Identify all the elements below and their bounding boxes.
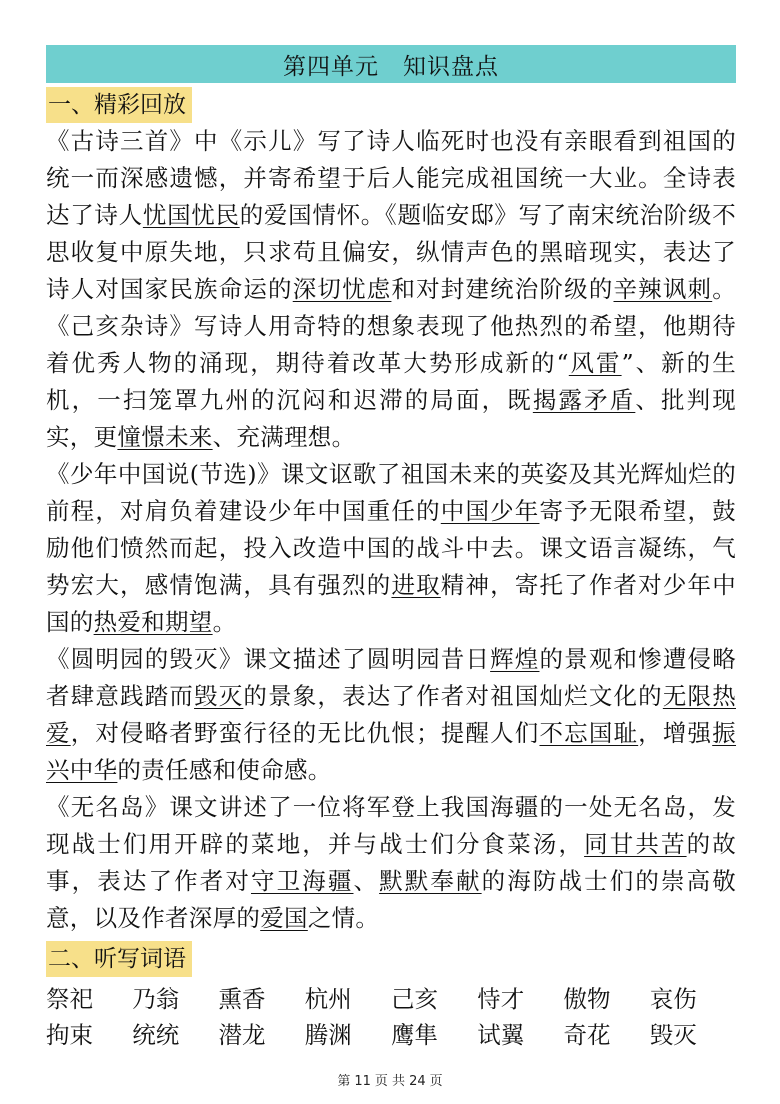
underlined-keyword: 毁灭 bbox=[194, 682, 244, 710]
dictation-word: 统统 bbox=[132, 1021, 180, 1049]
underlined-keyword: 默默奉献 bbox=[379, 867, 482, 895]
dictation-word: 拘束 bbox=[46, 1021, 93, 1049]
paragraph-text: 的爱国情怀。《题临安邸》写了南宋统治阶级不思收复中原失地，只求苟且偏安，纵情声色的黑暗现实，表达了诗人对国家民族命运的 bbox=[46, 201, 737, 303]
paragraph-text: 。《己亥杂诗》写诗人用奇特的想象表现了他热烈的希望，他期待着优秀人物的涌现，期待着改革大势形成新的“ bbox=[46, 275, 737, 377]
paragraph-text: 的故事，表达了作者对 bbox=[46, 830, 737, 895]
underlined-keyword: 爱国 bbox=[260, 904, 308, 932]
underlined-keyword: 进取 bbox=[391, 571, 441, 599]
paragraph-text: 之情。 bbox=[307, 904, 380, 932]
dictation-word: 潜龙 bbox=[218, 1021, 266, 1049]
underlined-keyword: 中国少年 bbox=[440, 497, 540, 525]
section-heading-dictation: 二、听写词语 bbox=[46, 941, 192, 977]
dictation-word: 杭州 bbox=[304, 985, 352, 1013]
paragraph-text: 的责任感和使命感。 bbox=[117, 756, 332, 784]
dictation-word: 傲物 bbox=[563, 985, 611, 1013]
section-heading-review: 一、精彩回放 bbox=[46, 87, 192, 123]
paragraph-text: 和对封建统治阶级的 bbox=[391, 275, 614, 303]
underlined-keyword: 辛辣讽刺 bbox=[613, 275, 713, 303]
dictation-word: 恃才 bbox=[477, 985, 525, 1013]
footer-page-number: 11 bbox=[354, 1074, 371, 1089]
unit-title-bar bbox=[46, 45, 736, 83]
underlined-keyword: 不忘国耻 bbox=[539, 719, 639, 747]
paragraph-text: 、 bbox=[353, 867, 380, 895]
dictation-word: 熏香 bbox=[218, 985, 266, 1013]
underlined-keyword: 振兴中华 bbox=[46, 719, 737, 784]
paragraph-text: ，对侵略者野蛮行径的无比仇恨；提醒人们 bbox=[70, 719, 540, 747]
paragraph-text: ”、新的生机，一扫笼罩九州的沉闷和迟滞的局面，既 bbox=[46, 349, 736, 414]
underlined-keyword: 无限热爱 bbox=[46, 682, 736, 747]
footer-mid: 页 共 bbox=[374, 1074, 406, 1089]
unit-subtitle: 知识盘点 bbox=[403, 53, 499, 80]
review-paragraph bbox=[46, 123, 736, 456]
paragraph-text: 寄予无限希望，鼓励他们愤然而起，投入改造中国的战斗中去。课文语言凝练，气势宏大，感情饱满，具有强烈的 bbox=[46, 497, 736, 599]
dictation-word: 祭祀 bbox=[46, 985, 93, 1013]
review-paragraph bbox=[46, 789, 736, 937]
underlined-keyword: 憧憬未来 bbox=[117, 423, 213, 451]
dictation-word: 腾渊 bbox=[304, 1021, 352, 1049]
underlined-keyword: 守卫海疆 bbox=[250, 867, 354, 895]
dictation-word: 试翼 bbox=[477, 1021, 525, 1049]
paragraph-text: 精神，寄托了作者对少年中国的 bbox=[46, 571, 737, 636]
page-content bbox=[46, 45, 736, 1053]
dictation-word: 乃翁 bbox=[132, 985, 180, 1013]
underlined-keyword: 热爱和期望 bbox=[93, 608, 213, 636]
paragraph-text: 。 bbox=[212, 608, 237, 636]
paragraph-text: 《少年中国说(节选)》课文讴歌了祖国未来的英姿及其光辉灿烂的前程，对肩负着建设少年中国重任的 bbox=[46, 460, 736, 525]
review-paragraph bbox=[46, 456, 736, 641]
paragraph-text: 的景观和惨遭侵略者肆意践踏而 bbox=[46, 645, 736, 710]
review-paragraphs bbox=[46, 123, 736, 937]
review-paragraph bbox=[46, 641, 736, 789]
page-footer bbox=[0, 1070, 780, 1089]
paragraph-text: 的景象，表达了作者对祖国灿烂文化的 bbox=[243, 682, 663, 710]
dictation-word-list bbox=[46, 981, 736, 1053]
paragraph-text: ，增强 bbox=[638, 719, 713, 747]
paragraph-text: 、充满理想。 bbox=[212, 423, 356, 451]
footer-suffix: 页 bbox=[429, 1074, 443, 1089]
underlined-keyword: 深切忧虑 bbox=[292, 275, 392, 303]
dictation-word: 己亥 bbox=[391, 985, 438, 1013]
paragraph-text: 《圆明园的毁灭》课文描述了圆明园昔日 bbox=[46, 645, 491, 673]
paragraph-text: 《无名岛》课文讲述了一位将军登上我国海疆的一处无名岛，发现战士们用开辟的菜地，并与战士们分食菜汤， bbox=[46, 793, 736, 858]
underlined-keyword: 风雷 bbox=[568, 349, 622, 377]
footer-prefix: 第 bbox=[337, 1074, 351, 1089]
footer-total-pages: 24 bbox=[409, 1074, 426, 1089]
paragraph-text: 的海防战士们的崇高敬意，以及作者深厚的 bbox=[46, 867, 737, 932]
underlined-keyword: 辉煌 bbox=[490, 645, 540, 673]
dictation-word: 毁灭 bbox=[649, 1021, 697, 1049]
underlined-keyword: 忧国忧民 bbox=[142, 201, 240, 229]
dictation-word: 奇花 bbox=[563, 1021, 611, 1049]
dictation-word: 哀伤 bbox=[649, 985, 697, 1013]
underlined-keyword: 揭露矛盾 bbox=[532, 386, 636, 414]
underlined-keyword: 同甘共苦 bbox=[584, 830, 687, 858]
dictation-word: 鹰隼 bbox=[391, 1021, 438, 1049]
paragraph-text: 《古诗三首》中《示儿》写了诗人临死时也没有亲眼看到祖国的统一而深感遗憾，并寄希望于后人能完成祖国统一大业。全诗表达了诗人 bbox=[46, 127, 736, 229]
unit-title: 第四单元 bbox=[283, 53, 379, 80]
paragraph-text: 、批判现实，更 bbox=[46, 386, 737, 451]
